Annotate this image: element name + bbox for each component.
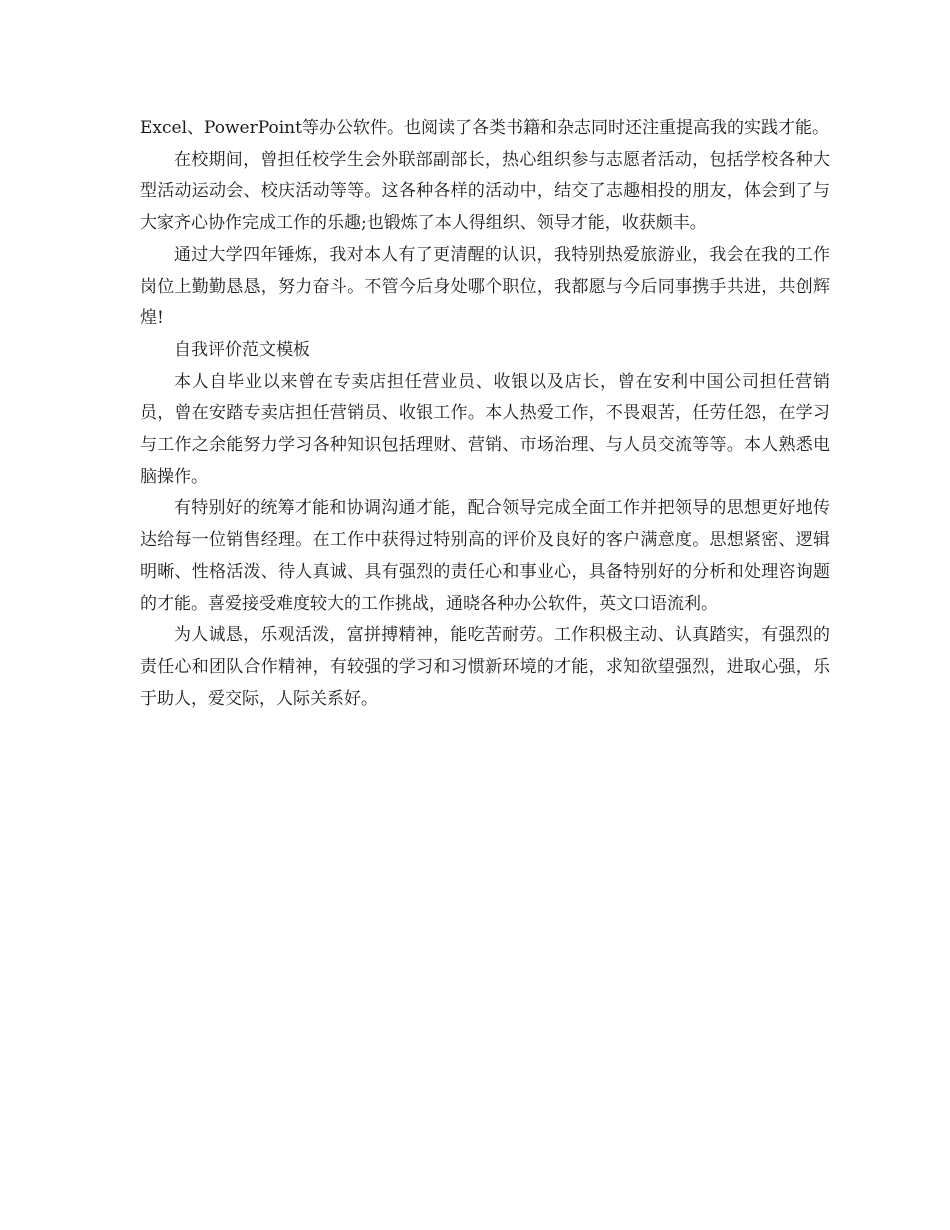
- paragraph-abilities: 有特别好的统筹才能和协调沟通才能，配合领导完成全面工作并把领导的思想更好地传达给每一位销售经理。在工作中获得过特别高的评价及良好的客户满意度。思想紧密、逻辑明晰、性格活泼、待人真诚、具有强烈的责任心和事业心，具备特别好的分析和处理咨询题的才能。喜爱接受难度较大的工作挑战，通晓各种办公软件，英文口语流利。: [140, 498, 830, 614]
- paragraph-continued: Excel、PowerPoint等办公软件。也阅读了各类书籍和杂志同时还注重提高我的实践才能。: [140, 118, 829, 138]
- section-heading: 自我评价范文模板: [174, 339, 310, 360]
- paragraph-personality: 为人诚恳，乐观活泼，富拼搏精神，能吃苦耐劳。工作积极主动、认真踏实，有强烈的责任心和团队合作精神，有较强的学习和习惯新环境的才能，求知欲望强烈，进取心强，乐于助人，爱交际，人际关系好。: [140, 625, 830, 709]
- paragraph-work-experience: 本人自毕业以来曾在专卖店担任营业员、收银以及店长，曾在安利中国公司担任营销员，曾在安踏专卖店担任营销员、收银工作。本人热爱工作，不畏艰苦，任劳任怨，在学习与工作之余能努力学习各种知识包括理财、营销、市场治理、与人员交流等等。本人熟悉电脑操作。: [140, 371, 830, 487]
- paragraph-university-years: 通过大学四年锤炼，我对本人有了更清醒的认识，我特别热爱旅游业，我会在我的工作岗位上勤勤恳恳，努力奋斗。不管今后身处哪个职位，我都愿与今后同事携手共进，共创辉煌!: [140, 244, 830, 329]
- document-body: [140, 113, 830, 715]
- paragraph-student-union: 在校期间，曾担任校学生会外联部副部长，热心组织参与志愿者活动，包括学校各种大型活动运动会、校庆活动等等。这各种各样的活动中，结交了志趣相投的朋友，体会到了与大家齐心协作完成工作的乐趣;也锻炼了本人得组织、领导才能，收获颇丰。: [140, 149, 830, 234]
